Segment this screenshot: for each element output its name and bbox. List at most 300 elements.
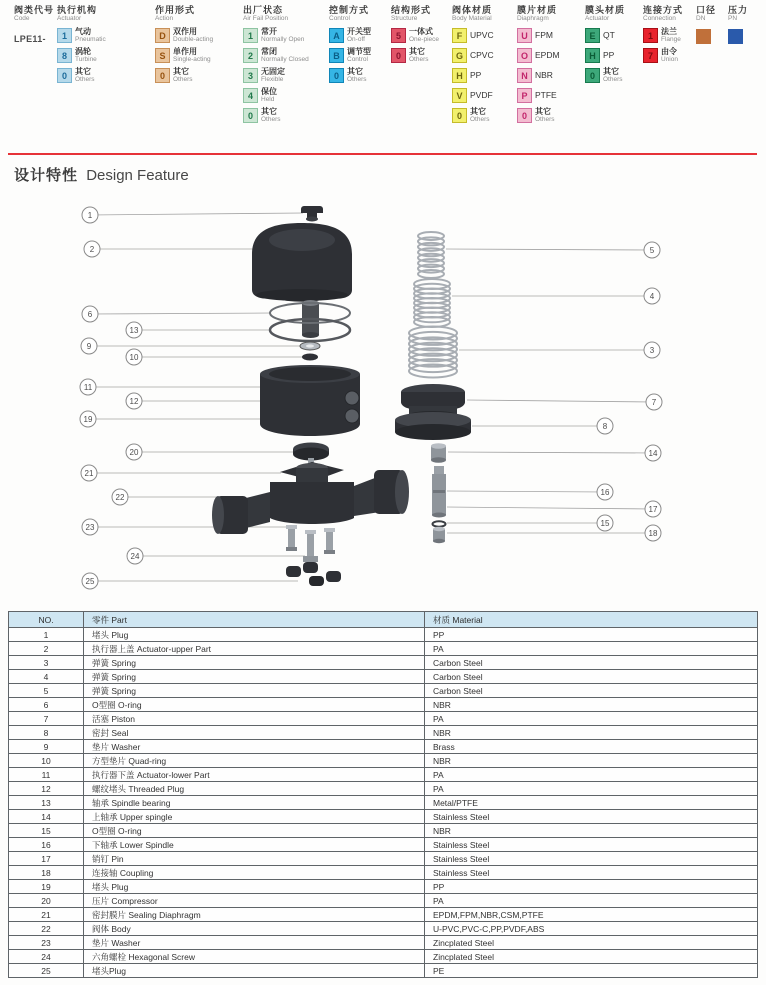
code-box: 5 <box>391 28 406 43</box>
code-column-air_fail <box>243 5 309 128</box>
code-items <box>243 28 309 128</box>
part-name: O型圈 O-ring <box>84 698 425 712</box>
code-box: D <box>155 28 170 43</box>
callout-number: 23 <box>85 523 95 532</box>
part-no: 14 <box>9 810 84 824</box>
code-label-sub: Normally Open <box>261 36 305 43</box>
code-box: 0 <box>155 68 170 83</box>
table-row-24 <box>9 950 758 964</box>
part-no: 18 <box>9 866 84 880</box>
code-column-structure <box>391 5 439 68</box>
code-labels <box>173 28 213 43</box>
code-box: G <box>452 48 467 63</box>
code-column-control <box>329 5 371 88</box>
part-no: 19 <box>9 880 84 894</box>
code-item-control-A <box>329 28 371 48</box>
code-labels <box>347 68 367 83</box>
callout-number: 24 <box>130 552 140 561</box>
code-label-sub: Union <box>661 56 678 63</box>
column-header-zh: 作用形式 <box>155 5 196 15</box>
code-item-diaphragm-N <box>517 68 560 88</box>
code-label-main: 保位 <box>261 87 277 96</box>
code-header-zh: 阀类代号 <box>14 5 55 15</box>
part-material: Stainless Steel <box>425 838 758 852</box>
code-item-action-D <box>155 28 213 48</box>
code-labels <box>261 108 281 123</box>
part-flange-disc <box>395 412 471 440</box>
code-label-main: 其它 <box>173 67 189 76</box>
leader-line-7 <box>467 400 654 402</box>
part-material: U-PVC,PVC-C,PP,PVDF,ABS <box>425 922 758 936</box>
part-material: NBR <box>425 754 758 768</box>
part-name: 方型垫片 Quad-ring <box>84 754 425 768</box>
part-no: 15 <box>9 824 84 838</box>
callout-22 <box>112 489 128 505</box>
part-material: Brass <box>425 740 758 754</box>
callout-number: 2 <box>89 245 95 254</box>
callout-21 <box>81 465 97 481</box>
part-name: 密封 Seal <box>84 726 425 740</box>
code-labels <box>75 48 97 63</box>
part-material: PA <box>425 894 758 908</box>
callout-number: 8 <box>602 422 608 431</box>
code-label-sub: Control <box>347 56 368 63</box>
code-label-main: 单作用 <box>173 47 197 56</box>
callout-18 <box>645 525 661 541</box>
code-label-sub: Others <box>173 76 193 83</box>
callout-number: 13 <box>129 326 139 335</box>
part-material: PA <box>425 782 758 796</box>
code-column-head_material <box>585 5 625 88</box>
callout-number: 15 <box>600 519 610 528</box>
part-material: Stainless Steel <box>425 866 758 880</box>
leader-line-16 <box>447 491 605 492</box>
code-box: F <box>452 28 467 43</box>
table-row-20 <box>9 894 758 908</box>
callout-4 <box>644 288 660 304</box>
part-no: 21 <box>9 908 84 922</box>
part-no: 11 <box>9 768 84 782</box>
column-header-en: PN <box>728 15 738 22</box>
code-labels <box>409 28 439 43</box>
code-column-connection <box>643 5 683 68</box>
code-column-diaphragm <box>517 5 560 128</box>
column-header-en: Actuator <box>57 15 82 22</box>
code-label-sub: Single-acting <box>173 56 211 63</box>
code-labels <box>535 88 557 99</box>
part-actuator-lower-cover <box>260 365 360 436</box>
code-label-main: 无固定 <box>261 67 285 76</box>
callout-number: 17 <box>648 505 658 514</box>
code-box: O <box>517 48 532 63</box>
code-item-air_fail-1 <box>243 28 309 48</box>
code-column-actuator <box>57 5 106 88</box>
code-labels <box>470 88 493 99</box>
part-no: 9 <box>9 740 84 754</box>
table-row-2 <box>9 642 758 656</box>
callout-number: 6 <box>87 310 93 319</box>
part-name: 密封膜片 Sealing Diaphragm <box>84 908 425 922</box>
part-no: 8 <box>9 726 84 740</box>
code-item-control-B <box>329 48 371 68</box>
code-label-main: 其它 <box>603 67 619 76</box>
table-row-22 <box>9 922 758 936</box>
callout-number: 7 <box>651 398 657 407</box>
code-item-action-S <box>155 48 213 68</box>
part-washer-small <box>300 342 320 350</box>
code-label-sub: Others <box>535 116 555 123</box>
code-item-actuator-0 <box>57 68 106 88</box>
code-box: 0 <box>391 48 406 63</box>
part-material: PP <box>425 628 758 642</box>
part-name: 垫片 Washer <box>84 936 425 950</box>
table-row-12 <box>9 782 758 796</box>
code-label-main: PTFE <box>535 90 557 100</box>
table-row-14 <box>9 810 758 824</box>
part-material: PA <box>425 768 758 782</box>
callout-6 <box>82 306 98 322</box>
column-header-en: Action <box>155 15 174 22</box>
section-divider <box>8 153 757 155</box>
code-labels <box>75 28 106 43</box>
dn-color-swatch <box>696 29 711 44</box>
code-column-pn <box>728 5 748 44</box>
leader-line-6 <box>90 313 271 314</box>
code-labels <box>261 28 304 43</box>
table-row-18 <box>9 866 758 880</box>
callout-number: 20 <box>129 448 139 457</box>
code-label-sub: Others <box>470 116 490 123</box>
code-box: 4 <box>243 88 258 103</box>
code-box: S <box>155 48 170 63</box>
code-item-head_material-H <box>585 48 625 68</box>
code-item-connection-1 <box>643 28 683 48</box>
callout-number: 18 <box>648 529 658 538</box>
column-header-zh: 膜片材质 <box>517 5 558 15</box>
callout-16 <box>597 484 613 500</box>
code-label-sub: Held <box>261 96 275 103</box>
code-labels <box>75 68 95 83</box>
part-no: 1 <box>9 628 84 642</box>
part-no: 10 <box>9 754 84 768</box>
code-box: 8 <box>57 48 72 63</box>
code-label-sub: Others <box>409 56 429 63</box>
part-end-caps <box>286 562 341 586</box>
code-labels <box>603 28 615 39</box>
part-name: 上轴承 Upper spingle <box>84 810 425 824</box>
code-column-dn <box>696 5 716 44</box>
part-material: PA <box>425 712 758 726</box>
table-row-5 <box>9 684 758 698</box>
part-name: 压片 Compressor <box>84 894 425 908</box>
part-bolts <box>286 525 335 562</box>
table-row-6 <box>9 698 758 712</box>
code-box: 0 <box>585 68 600 83</box>
code-items <box>329 28 371 88</box>
callout-3 <box>644 342 660 358</box>
code-items <box>517 28 560 128</box>
code-label-main: UPVC <box>470 30 494 40</box>
leader-line-1 <box>90 213 303 215</box>
part-springs <box>409 232 457 378</box>
part-name: 弹簧 Spring <box>84 684 425 698</box>
code-box: N <box>517 68 532 83</box>
code-box: 0 <box>329 68 344 83</box>
part-material: NBR <box>425 824 758 838</box>
code-box: 7 <box>643 48 658 63</box>
callout-11 <box>80 379 96 395</box>
table-row-10 <box>9 754 758 768</box>
code-label-main: 开关型 <box>347 27 371 36</box>
part-no: 16 <box>9 838 84 852</box>
code-box: H <box>452 68 467 83</box>
section-title <box>14 164 189 185</box>
code-item-body_material-G <box>452 48 494 68</box>
part-name: 阀体 Body <box>84 922 425 936</box>
code-labels <box>409 48 429 63</box>
code-label-main: 涡轮 <box>75 47 91 56</box>
code-item-air_fail-4 <box>243 88 309 108</box>
code-item-air_fail-2 <box>243 48 309 68</box>
part-name: 堵头 Plug <box>84 628 425 642</box>
code-item-body_material-V <box>452 88 494 108</box>
code-prefix-value: LPE11- <box>14 34 46 44</box>
part-plug-top <box>301 206 323 222</box>
code-label-main: 其它 <box>347 67 363 76</box>
callout-number: 14 <box>648 449 658 458</box>
code-label-sub: Double-acting <box>173 36 214 43</box>
callout-number: 4 <box>649 292 655 301</box>
part-material: Stainless Steel <box>425 810 758 824</box>
part-material: Zincplated Steel <box>425 936 758 950</box>
code-labels <box>603 68 623 83</box>
code-labels <box>470 68 481 79</box>
part-no: 22 <box>9 922 84 936</box>
code-box: 0 <box>452 108 467 123</box>
part-name: 螺纹堵头 Threaded Plug <box>84 782 425 796</box>
code-label-main: 其它 <box>409 47 425 56</box>
code-label-main: 一体式 <box>409 27 433 36</box>
code-labels <box>173 68 193 83</box>
section-title-zh: 设计特性 <box>14 167 79 184</box>
code-box: E <box>585 28 600 43</box>
part-no: 17 <box>9 852 84 866</box>
table-row-21 <box>9 908 758 922</box>
column-header-zh: 执行机构 <box>57 5 98 15</box>
code-labels <box>261 68 285 83</box>
table-row-16 <box>9 838 758 852</box>
col-header-part: 零件 Part <box>84 612 425 628</box>
callout-number: 16 <box>600 488 610 497</box>
code-label-sub: Others <box>261 116 281 123</box>
part-material: NBR <box>425 726 758 740</box>
callout-17 <box>645 501 661 517</box>
code-box: H <box>585 48 600 63</box>
column-header-zh: 出厂状态 <box>243 5 284 15</box>
code-labels <box>535 108 555 123</box>
code-box: P <box>517 88 532 103</box>
code-labels <box>261 88 277 103</box>
callout-number: 25 <box>85 577 95 586</box>
code-labels <box>535 48 560 59</box>
column-header-zh: 连接方式 <box>643 5 684 15</box>
table-row-3 <box>9 656 758 670</box>
code-item-structure-5 <box>391 28 439 48</box>
part-no: 23 <box>9 936 84 950</box>
callout-14 <box>645 445 661 461</box>
code-labels <box>173 48 211 63</box>
code-item-head_material-0 <box>585 68 625 88</box>
code-label-main: 由令 <box>661 47 677 56</box>
part-material: Carbon Steel <box>425 656 758 670</box>
column-header-zh: 压力 <box>728 5 749 15</box>
part-material: Carbon Steel <box>425 670 758 684</box>
part-material: EPDM,FPM,NBR,CSM,PTFE <box>425 908 758 922</box>
code-items <box>452 28 494 128</box>
table-row-15 <box>9 824 758 838</box>
callout-number: 5 <box>649 246 655 255</box>
part-no: 12 <box>9 782 84 796</box>
part-name: 弹簧 Spring <box>84 670 425 684</box>
code-item-air_fail-0 <box>243 108 309 128</box>
part-orings-piston <box>270 300 350 341</box>
part-material: PE <box>425 964 758 978</box>
code-labels <box>661 28 681 43</box>
code-labels <box>470 108 490 123</box>
code-label-main: 其它 <box>75 67 91 76</box>
column-header-zh: 膜头材质 <box>585 5 626 15</box>
code-label-main: 常闭 <box>261 47 277 56</box>
code-box: 1 <box>643 28 658 43</box>
leader-line-17 <box>447 507 653 509</box>
callout-12 <box>126 393 142 409</box>
code-item-connection-7 <box>643 48 683 68</box>
callout-24 <box>127 548 143 564</box>
callout-10 <box>126 349 142 365</box>
part-name: 执行器上盖 Actuator-upper Part <box>84 642 425 656</box>
code-item-action-0 <box>155 68 213 88</box>
code-label-main: 其它 <box>261 107 277 116</box>
column-header-en: DN <box>696 15 706 22</box>
code-items <box>155 28 213 88</box>
code-label-sub: One-piece <box>409 36 439 43</box>
code-label-main: NBR <box>535 70 553 80</box>
code-label-main: 双作用 <box>173 27 197 36</box>
code-box: 1 <box>243 28 258 43</box>
column-header-en: Connection <box>643 15 676 22</box>
callout-25 <box>82 573 98 589</box>
code-column-code <box>14 5 54 44</box>
part-no: 7 <box>9 712 84 726</box>
callout-number: 9 <box>86 342 92 351</box>
callout-20 <box>126 444 142 460</box>
callout-number: 19 <box>83 415 93 424</box>
part-no: 24 <box>9 950 84 964</box>
code-box: U <box>517 28 532 43</box>
code-labels <box>535 68 553 79</box>
column-header-en: Actuator <box>585 15 610 22</box>
leader-line-5 <box>446 249 652 250</box>
part-name: 下轴承 Lower Spindle <box>84 838 425 852</box>
code-label-main: PP <box>470 70 482 80</box>
table-header-row <box>9 612 758 628</box>
column-header-en: Air Fail Position <box>243 15 289 22</box>
code-column-action <box>155 5 213 88</box>
callout-number: 22 <box>115 493 125 502</box>
code-item-actuator-8 <box>57 48 106 68</box>
code-header-en: Code <box>14 15 30 22</box>
code-label-main: 其它 <box>470 107 486 116</box>
table-row-17 <box>9 852 758 866</box>
code-label-sub: Others <box>75 76 95 83</box>
code-box: 0 <box>57 68 72 83</box>
code-label-main: FPM <box>535 30 553 40</box>
part-material: Zincplated Steel <box>425 950 758 964</box>
callout-8 <box>597 418 613 434</box>
code-label-sub: Normally Closed <box>261 56 309 63</box>
code-label-main: PVDF <box>470 90 493 100</box>
part-valve-body <box>212 463 409 534</box>
code-label-main: 常开 <box>261 27 277 36</box>
code-labels <box>347 28 371 43</box>
code-item-body_material-0 <box>452 108 494 128</box>
callout-number: 3 <box>649 346 655 355</box>
callout-7 <box>646 394 662 410</box>
exploded-valve-diagram <box>0 195 766 605</box>
code-label-main: EPDM <box>535 50 560 60</box>
code-label-main: 调节型 <box>347 47 371 56</box>
code-label-main: CPVC <box>470 50 494 60</box>
part-name: 销钉 Pin <box>84 852 425 866</box>
part-name: 堵头 Plug <box>84 880 425 894</box>
column-header-zh: 口径 <box>696 5 717 15</box>
callout-number: 1 <box>87 211 93 220</box>
code-label-sub: On-off <box>347 36 365 43</box>
part-name: 活塞 Piston <box>84 712 425 726</box>
column-header-zh: 控制方式 <box>329 5 370 15</box>
section-title-en: Design Feature <box>86 167 189 184</box>
code-label-main: PP <box>603 50 615 60</box>
code-box: 0 <box>517 108 532 123</box>
code-item-diaphragm-P <box>517 88 560 108</box>
part-material: PP <box>425 880 758 894</box>
table-row-7 <box>9 712 758 726</box>
code-label-sub: Flange <box>661 36 681 43</box>
callout-15 <box>597 515 613 531</box>
table-row-9 <box>9 740 758 754</box>
table-row-25 <box>9 964 758 978</box>
code-item-air_fail-3 <box>243 68 309 88</box>
callout-2 <box>84 241 100 257</box>
callout-leader-lines <box>85 213 654 581</box>
code-labels <box>261 48 309 63</box>
callout-number: 12 <box>129 397 139 406</box>
part-quad-ring <box>302 354 318 361</box>
part-name: 垫片 Washer <box>84 740 425 754</box>
column-header-en: Body Material <box>452 15 492 22</box>
code-label-main: 法兰 <box>661 27 677 36</box>
code-label-main: 其它 <box>535 107 551 116</box>
callout-circles <box>80 207 662 589</box>
code-box: 2 <box>243 48 258 63</box>
code-box: B <box>329 48 344 63</box>
part-name: 堵头Plug <box>84 964 425 978</box>
part-actuator-upper-cover <box>252 223 352 302</box>
code-labels <box>603 48 614 59</box>
part-no: 3 <box>9 656 84 670</box>
code-items <box>585 28 625 88</box>
part-no: 5 <box>9 684 84 698</box>
